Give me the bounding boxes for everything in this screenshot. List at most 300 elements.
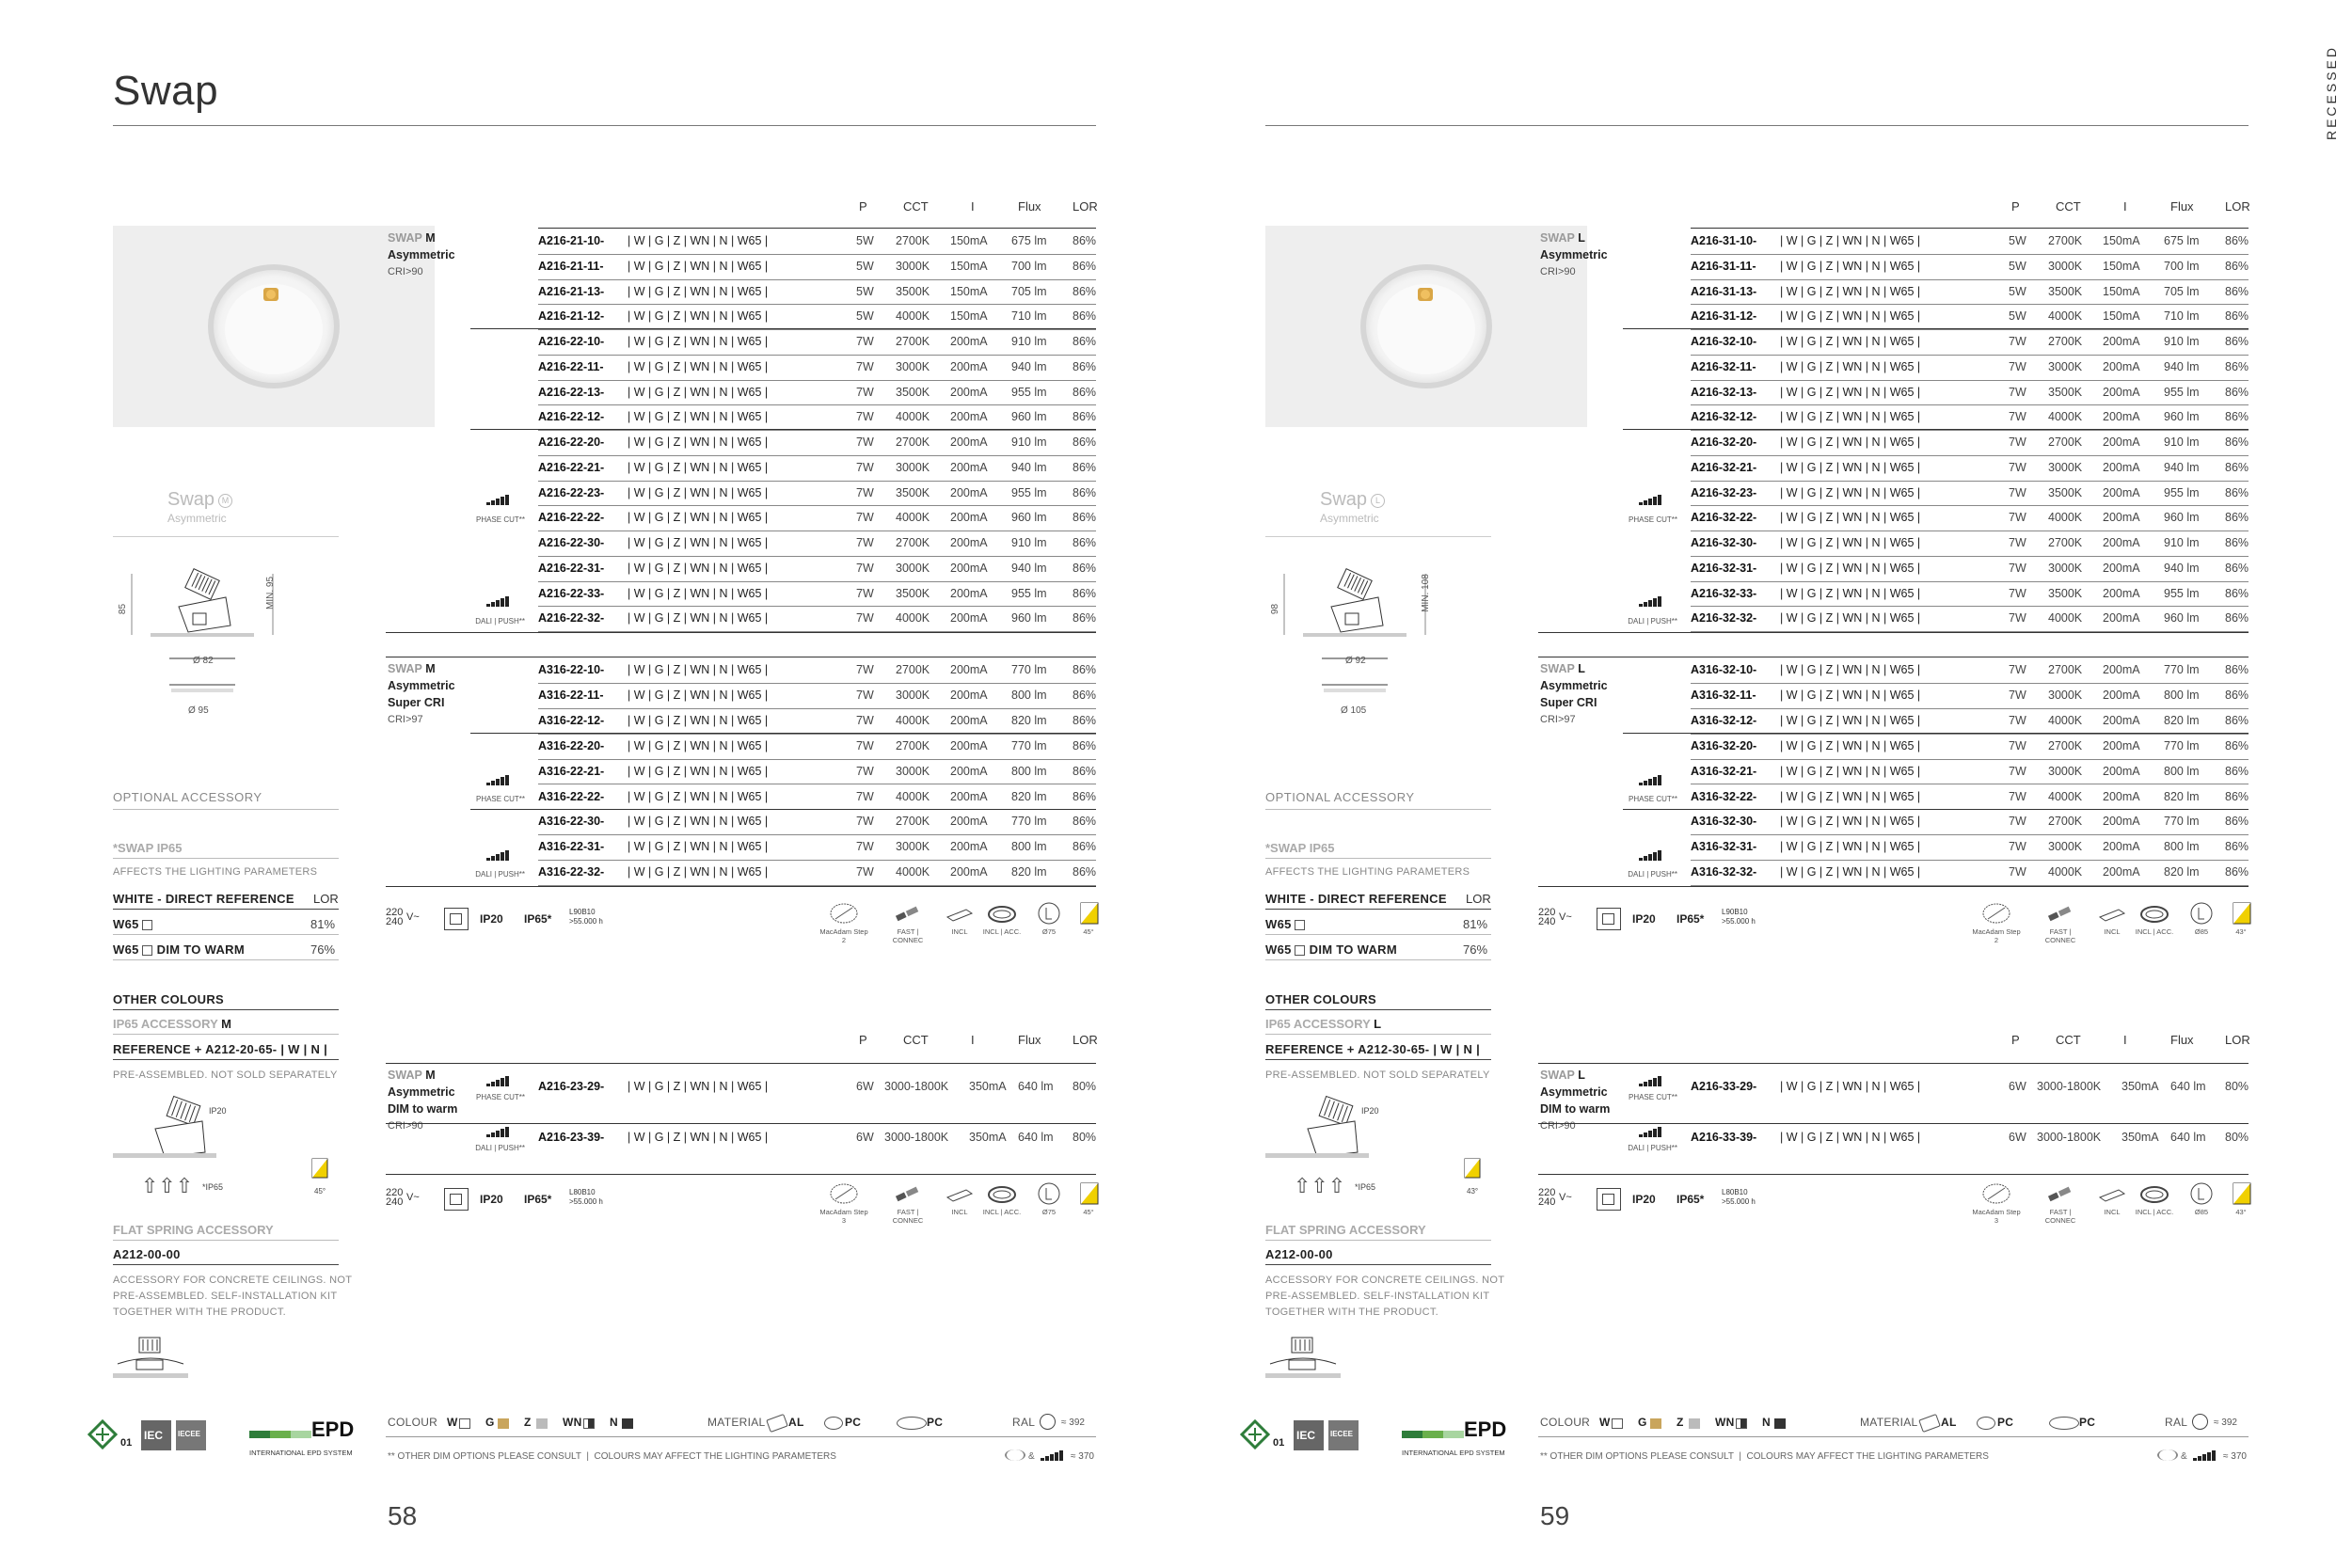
iecee-label: IECEE (178, 1430, 201, 1438)
cct: 2700K (2048, 436, 2083, 449)
column-header-cct: CCT (903, 199, 929, 214)
driver-acc-icon (2138, 902, 2170, 925)
beam-angle-icon-svg (1073, 1182, 1104, 1205)
divider (1265, 1034, 1491, 1035)
table-row (1691, 581, 2249, 608)
finish-options: | W | G | Z | WN | N | W65 | (1780, 234, 1921, 247)
product-code: A216-22-11- (538, 359, 604, 373)
material-label: MATERIAL (707, 1416, 766, 1429)
finish-options: | W | G | Z | WN | N | W65 | (1780, 385, 1921, 399)
flux: 910 lm (1011, 335, 1047, 348)
dali-label: DALI | PUSH** (475, 870, 525, 879)
table-row (538, 606, 1096, 632)
info-icon (2192, 1414, 2208, 1430)
flux: 955 lm (2164, 485, 2200, 499)
product-code: A216-23-29- (538, 1080, 605, 1093)
finish-options: | W | G | Z | WN | N | W65 | (628, 713, 769, 727)
product-code: A216-21-11- (538, 259, 604, 273)
driver-acc-icon-svg (986, 902, 1018, 925)
beam-angle-icon-svg (2225, 1182, 2257, 1205)
lor: 86% (2225, 865, 2249, 879)
dali-label: DALI | PUSH** (1628, 870, 1677, 879)
flat-spring-heading: FLAT SPRING ACCESSORY (1265, 1223, 1426, 1237)
dali-label: DALI | PUSH** (1628, 617, 1677, 626)
cut-out-icon-svg (2185, 902, 2217, 925)
macadam-icon-label: MacAdam Step 2 (1972, 927, 2021, 944)
power: 7W (2009, 789, 2026, 803)
lor: 86% (1073, 385, 1097, 399)
group-name (1540, 660, 1608, 677)
product-code: A216-22-12- (538, 410, 605, 424)
finish-options: | W | G | Z | WN | N | W65 | (1780, 663, 1921, 676)
product-code: A216-31-10- (1691, 234, 1757, 247)
power: 7W (2009, 611, 2026, 626)
colour-code-g: G (1638, 1416, 1647, 1429)
section-separator (386, 886, 1096, 887)
voltage: 220 240 (1538, 1187, 1556, 1208)
lor: 86% (1073, 815, 1097, 829)
finish-options: | W | G | Z | WN | N | W65 | (628, 815, 769, 829)
current: 150mA (2103, 234, 2140, 247)
current: 200mA (950, 840, 988, 854)
table-row (1691, 481, 2249, 507)
cut-out-icon (1033, 1182, 1065, 1205)
variant-label: Asymmetric (167, 512, 227, 525)
current: 200mA (950, 359, 988, 373)
lor: 86% (1073, 460, 1097, 474)
product-code: A216-22-33- (538, 586, 605, 600)
driver-incl-icon (2096, 902, 2128, 925)
pc-icon (824, 1417, 843, 1430)
table-row (1691, 355, 2249, 381)
pc-icon (1977, 1417, 1995, 1430)
column-header-i: I (971, 199, 975, 214)
cct: 4000K (896, 789, 930, 803)
product-code: A216-22-22- (538, 511, 605, 525)
power: 7W (856, 561, 874, 575)
cct: 3500K (2048, 284, 2083, 298)
product-code: A216-33-29- (1691, 1080, 1757, 1093)
power: 5W (2009, 259, 2026, 273)
beam-angle-icon-label: 45° (1083, 927, 1094, 936)
lor: 80% (1073, 1080, 1097, 1093)
driver-acc-icon-label: INCL | ACC. (982, 1208, 1022, 1216)
table-row (1691, 430, 2249, 456)
lor: 86% (2225, 561, 2249, 575)
power: 7W (2009, 536, 2026, 549)
colour-code-z: Z (1677, 1416, 1684, 1429)
current: 350mA (2122, 1131, 2159, 1144)
lor: 86% (1073, 259, 1097, 273)
dim-to-warm-label: DIM TO WARM (1309, 942, 1397, 957)
cct: 2700K (896, 234, 930, 247)
divider (113, 1059, 339, 1060)
flux: 820 lm (2164, 789, 2200, 803)
product-code: A316-22-22- (538, 789, 605, 803)
table-row (1691, 380, 2249, 406)
group-name (1540, 230, 1608, 246)
epd-subtitle: INTERNATIONAL EPD SYSTEM (1402, 1449, 1505, 1457)
current: 200mA (2103, 436, 2140, 449)
lor: 86% (2225, 511, 2249, 525)
product-code: A316-32-30- (1691, 815, 1757, 829)
lor: 86% (2225, 764, 2249, 778)
cct: 2700K (2048, 335, 2083, 348)
power: 5W (856, 284, 874, 298)
finish-options: | W | G | Z | WN | N | W65 | (628, 738, 769, 752)
beam-angle-icon-svg (1073, 902, 1104, 925)
white-swatch (142, 945, 152, 956)
lor: 86% (2225, 485, 2249, 499)
ampersand: & (2181, 1451, 2187, 1462)
product-group-title (388, 230, 455, 280)
finish-options: | W | G | Z | WN | N | W65 | (628, 1131, 769, 1144)
lor: 86% (1073, 561, 1097, 575)
flux: 710 lm (2164, 309, 2200, 324)
group-separator (1623, 429, 2249, 430)
product-code: A216-22-13- (538, 385, 605, 399)
flux: 910 lm (2164, 335, 2200, 348)
flux: 940 lm (2164, 359, 2200, 373)
cct: 3000K (2048, 561, 2083, 575)
group-brand: SWAP (388, 1069, 422, 1082)
flat-spring-drawing (1265, 1336, 1350, 1383)
colour-code-wn: WN (563, 1416, 582, 1429)
product-group-title (388, 660, 455, 728)
table-row (538, 809, 1096, 835)
cct: 3000K (896, 460, 930, 474)
beam-angle-icon-svg (2225, 902, 2257, 925)
product-code: A216-32-11- (1691, 359, 1756, 373)
divider (113, 909, 339, 910)
finish-options: | W | G | Z | WN | N | W65 | (1780, 586, 1921, 600)
cut-out-icon (2185, 902, 2217, 925)
cct: 3000K (2048, 764, 2083, 778)
colour-label: COLOUR (388, 1416, 438, 1429)
table-row (1691, 708, 2249, 735)
column-header-cct: CCT (2056, 199, 2081, 214)
table-row (538, 708, 1096, 735)
power: 7W (2009, 359, 2026, 373)
spring-drawing (1265, 1336, 1350, 1383)
cct: 3000K (896, 688, 930, 702)
power: 7W (2009, 485, 2026, 499)
wireless-icon (1005, 1449, 1025, 1461)
flat-spring-desc-3: TOGETHER WITH THE PRODUCT. (1265, 1307, 1439, 1318)
optional-accessory-heading: OPTIONAL ACCESSORY (113, 790, 262, 804)
group-brand: SWAP (1540, 1069, 1575, 1082)
power: 7W (2009, 764, 2026, 778)
iecee-label: IECEE (1330, 1430, 1354, 1438)
phase-cut-label: PHASE CUT** (475, 795, 525, 803)
lor: 86% (1073, 713, 1097, 727)
lifetime-hours: >55.000 h (569, 1197, 603, 1206)
ip65-accessory-size: L (1374, 1017, 1382, 1031)
table-row (1538, 1072, 2249, 1124)
cut-out-icon-label: Ø75 (1041, 1208, 1057, 1216)
dali-icon (486, 849, 511, 861)
w65-dim-lor: 76% (310, 942, 336, 957)
group-size: M (425, 1069, 436, 1082)
product-code: A216-22-30- (538, 536, 605, 549)
lor: 86% (2225, 840, 2249, 854)
cut-out-icon-svg (1033, 1182, 1065, 1205)
flux: 770 lm (2164, 815, 2200, 829)
current: 200mA (950, 436, 988, 449)
flux: 675 lm (2164, 234, 2200, 247)
lor: 80% (2225, 1131, 2249, 1144)
lor: 86% (2225, 259, 2249, 273)
cut-out-icon-label: Ø85 (2194, 927, 2209, 936)
ip20-label: IP20 (209, 1106, 227, 1116)
cut-out-icon-svg (1033, 902, 1065, 925)
size-badge: L (1371, 494, 1385, 508)
finish-options: | W | G | Z | WN | N | W65 | (1780, 259, 1921, 273)
cct: 4000K (896, 713, 930, 727)
current: 200mA (950, 663, 988, 676)
flux: 955 lm (2164, 385, 2200, 399)
cct: 4000K (2048, 713, 2083, 727)
group-cri: CRI>97 (1540, 714, 1576, 725)
affects-note: AFFECTS THE LIGHTING PARAMETERS (1265, 866, 1470, 878)
macadam-icon (1980, 902, 2012, 925)
colour-swatch (498, 1418, 509, 1429)
cct: 3000K (2048, 840, 2083, 854)
divider (113, 1034, 339, 1035)
group-brand: SWAP (388, 231, 422, 245)
flat-spring-ref: A212-00-00 (113, 1247, 181, 1261)
flux: 705 lm (1011, 284, 1047, 298)
current: 200mA (2103, 385, 2140, 399)
table-row (1691, 304, 2249, 330)
current: 200mA (2103, 865, 2140, 879)
divider (1265, 1240, 1491, 1241)
class-icon-inner (450, 1194, 462, 1205)
finish-options: | W | G | Z | WN | N | W65 | (628, 259, 769, 273)
finish-options: | W | G | Z | WN | N | W65 | (1780, 611, 1921, 626)
ral-label: RAL (1012, 1416, 1036, 1429)
affects-note: AFFECTS THE LIGHTING PARAMETERS (113, 866, 318, 878)
cut-out-icon (2185, 1182, 2217, 1205)
beam-angle-icon (2225, 902, 2257, 925)
group-separator (538, 228, 1096, 229)
beam-angle-icon-label: 45° (1083, 1208, 1094, 1216)
product-code: A216-32-31- (1691, 561, 1757, 575)
finish-options: | W | G | Z | WN | N | W65 | (628, 284, 769, 298)
divider (113, 809, 339, 810)
current: 350mA (969, 1131, 1007, 1144)
product-code: A216-21-12- (538, 309, 605, 324)
lor: 86% (1073, 485, 1097, 499)
current: 150mA (2103, 284, 2140, 298)
colour-label: COLOUR (1540, 1416, 1591, 1429)
cut-out-icon (1033, 902, 1065, 925)
cct: 3000-1800K (884, 1080, 949, 1093)
macadam-icon-svg (1980, 1182, 2012, 1205)
current: 150mA (2103, 309, 2140, 324)
iec-label: IEC (144, 1429, 164, 1442)
voltage: 220 240 (386, 1187, 404, 1208)
white-direct-reference: WHITE - DIRECT REFERENCE (1265, 892, 1447, 906)
voltage-unit: V~ (406, 911, 420, 923)
group-cri: CRI>90 (388, 266, 423, 277)
table-row (1691, 329, 2249, 356)
table-row (538, 481, 1096, 507)
lor: 86% (1073, 688, 1097, 702)
dali-label: DALI | PUSH** (1628, 1144, 1677, 1152)
finish-options: | W | G | Z | WN | N | W65 | (1780, 410, 1921, 424)
epd-logo-bar (1402, 1426, 1464, 1433)
product-code: A216-32-20- (1691, 436, 1757, 449)
group-line: Asymmetric (1540, 1085, 1608, 1099)
divider (1265, 809, 1491, 810)
colour-swatch-half (1740, 1418, 1746, 1428)
cct: 2700K (896, 663, 930, 676)
cct: 2700K (896, 335, 930, 348)
finish-options: | W | G | Z | WN | N | W65 | (628, 688, 769, 702)
table-row (1691, 505, 2249, 531)
footer-rule (386, 1436, 1096, 1437)
divider (113, 1240, 339, 1241)
table-row (386, 1072, 1096, 1124)
connector-icon-label: FAST | CONNEC (892, 1208, 924, 1225)
lor: 86% (1073, 511, 1097, 525)
flux: 770 lm (1011, 663, 1047, 676)
current: 200mA (950, 789, 988, 803)
phase-cut-label: PHASE CUT** (1628, 515, 1677, 524)
product-code: A316-22-12- (538, 713, 605, 727)
finish-options: | W | G | Z | WN | N | W65 | (628, 485, 769, 499)
current: 200mA (950, 815, 988, 829)
lor: 80% (2225, 1080, 2249, 1093)
finish-options: | W | G | Z | WN | N | W65 | (1780, 840, 1921, 854)
flux: 710 lm (1011, 309, 1047, 324)
current: 350mA (969, 1080, 1007, 1093)
product-code: A316-32-10- (1691, 663, 1757, 676)
power: 7W (2009, 586, 2026, 600)
epd-label: EPD (311, 1418, 355, 1441)
lor: 86% (1073, 359, 1097, 373)
cct: 3500K (2048, 586, 2083, 600)
current: 200mA (2103, 663, 2140, 676)
colour-code-g: G (485, 1416, 495, 1429)
colour-swatch (1689, 1418, 1700, 1429)
current: 150mA (950, 259, 988, 273)
group-brand: SWAP (388, 662, 422, 675)
power: 5W (856, 234, 874, 247)
dim-min-height: MIN. 108 (1420, 574, 1431, 612)
table-row (1691, 556, 2249, 582)
product-code: A316-32-31- (1691, 840, 1757, 854)
table-row (538, 430, 1096, 456)
table-row (538, 304, 1096, 330)
cct: 3000-1800K (2037, 1080, 2102, 1093)
info-icon (1040, 1414, 1056, 1430)
ip65-rating: IP65* (1677, 1193, 1705, 1206)
brand-logo: Swap (167, 489, 215, 510)
driver-acc-icon (986, 902, 1018, 925)
page-title: Swap (113, 68, 219, 114)
section-separator (386, 632, 1096, 633)
lifetime: L90B10 (1722, 908, 1748, 916)
flux: 960 lm (2164, 511, 2200, 525)
flux: 955 lm (1011, 385, 1047, 399)
current: 200mA (950, 561, 988, 575)
product-code: A316-32-32- (1691, 865, 1757, 879)
beam-angle-icon-label: 43° (2235, 1208, 2247, 1216)
phase-cut-label: PHASE CUT** (1628, 795, 1677, 803)
material-1: PC (1997, 1416, 2014, 1429)
divider (113, 536, 339, 537)
finish-options: | W | G | Z | WN | N | W65 | (628, 511, 769, 525)
product-code: A216-22-23- (538, 485, 605, 499)
driver-incl-icon-label: INCL (951, 927, 968, 936)
group-brand: SWAP (1540, 662, 1575, 675)
lor: 86% (2225, 688, 2249, 702)
dim-diameter-cut: Ø 82 (193, 656, 214, 666)
colour-code-wn: WN (1715, 1416, 1735, 1429)
table-row (1691, 606, 2249, 632)
flux: 940 lm (2164, 561, 2200, 575)
product-code: A216-32-32- (1691, 611, 1757, 626)
table-row (538, 380, 1096, 406)
lor: 86% (1073, 764, 1097, 778)
product-code: A216-32-22- (1691, 511, 1757, 525)
class-icon-inner (1602, 1194, 1614, 1205)
flux: 800 lm (1011, 688, 1047, 702)
flat-spring-ref: A212-00-00 (1265, 1247, 1333, 1261)
power: 7W (856, 436, 874, 449)
divider (113, 934, 339, 935)
product-code: A216-23-39- (538, 1131, 605, 1144)
product-code: A216-21-10- (538, 234, 605, 247)
group-line: Asymmetric (388, 1085, 455, 1099)
flux: 640 lm (1018, 1131, 1054, 1144)
lor: 86% (1073, 335, 1097, 348)
group-line: Super CRI (388, 696, 445, 709)
ampersand: & (1028, 1451, 1035, 1462)
flux: 955 lm (1011, 485, 1047, 499)
power: 7W (2009, 460, 2026, 474)
cct: 3000K (896, 840, 930, 854)
table-row (1691, 860, 2249, 886)
flux: 940 lm (2164, 460, 2200, 474)
table-row (538, 784, 1096, 811)
beam-angle-icon (1073, 1182, 1104, 1205)
lor: 86% (2225, 713, 2249, 727)
column-header-flux: Flux (2170, 199, 2194, 214)
product-code: A316-22-32- (538, 865, 605, 879)
power: 7W (856, 738, 874, 752)
beam-angle-label: 45° (314, 1187, 326, 1196)
cct: 3000-1800K (2037, 1131, 2102, 1144)
cut-out-icon-label: Ø85 (2194, 1208, 2209, 1216)
phase-cut-label: PHASE CUT** (475, 1093, 525, 1101)
flux: 705 lm (2164, 284, 2200, 298)
current: 150mA (950, 234, 988, 247)
driver-acc-icon-label: INCL | ACC. (2135, 927, 2174, 936)
colour-swatch (622, 1418, 633, 1429)
colour-swatch (1612, 1418, 1623, 1429)
product-group-title (1540, 230, 1608, 280)
enec-logo (1240, 1418, 1296, 1450)
ip65-accessory-size: M (221, 1017, 231, 1031)
flux: 640 lm (2170, 1131, 2206, 1144)
flux: 675 lm (1011, 234, 1047, 247)
aluminium-icon (1918, 1414, 1941, 1433)
macadam-icon-label: MacAdam Step 3 (819, 1208, 868, 1225)
product-code: A216-32-23- (1691, 485, 1757, 499)
